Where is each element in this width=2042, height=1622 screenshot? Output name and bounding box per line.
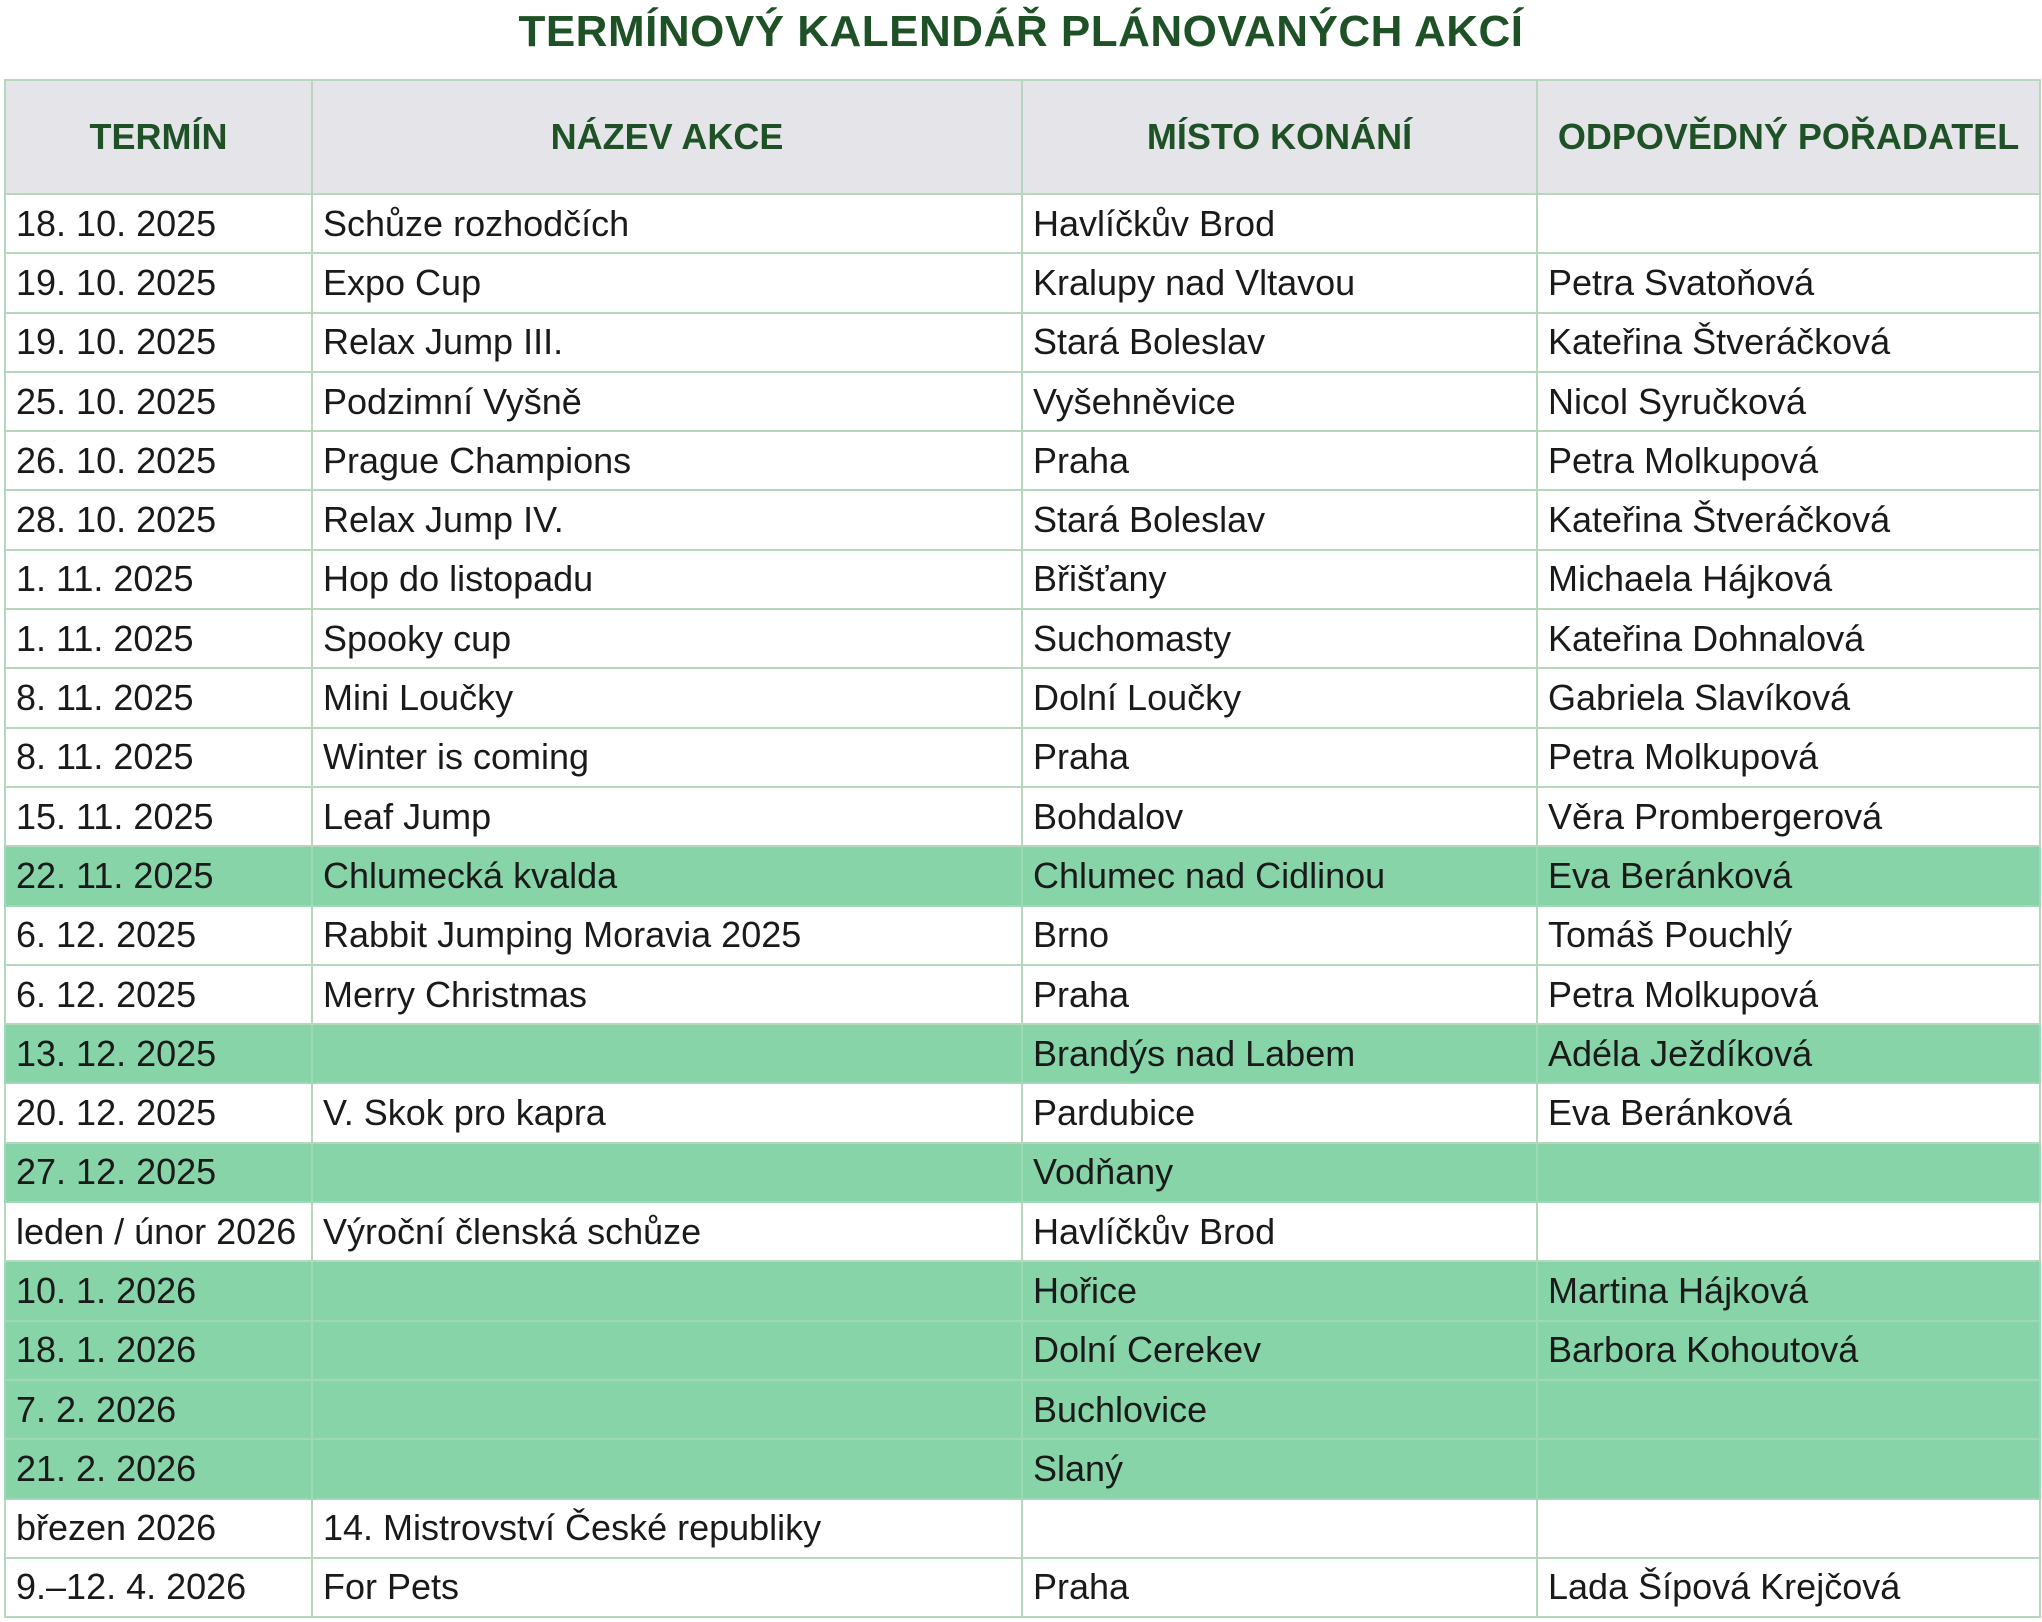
cell-venue: Hořice [1022, 1261, 1537, 1320]
cell-event-name: Mini Loučky [312, 668, 1022, 727]
cell-venue: Stará Boleslav [1022, 490, 1537, 549]
cell-venue: Praha [1022, 728, 1537, 787]
table-body [5, 194, 2040, 1617]
cell-organizer: Věra Prombergerová [1537, 787, 2040, 846]
cell-date: 6. 12. 2025 [5, 965, 312, 1024]
cell-event-name [312, 1380, 1022, 1439]
table-row [5, 1261, 2040, 1320]
cell-event-name [312, 1321, 1022, 1380]
cell-date: 19. 10. 2025 [5, 253, 312, 312]
cell-venue: Bohdalov [1022, 787, 1537, 846]
cell-organizer: Kateřina Štveráčková [1537, 490, 2040, 549]
cell-organizer: Kateřina Dohnalová [1537, 609, 2040, 668]
cell-event-name: Merry Christmas [312, 965, 1022, 1024]
table-row [5, 1024, 2040, 1083]
table-row [5, 490, 2040, 549]
cell-organizer: Gabriela Slavíková [1537, 668, 2040, 727]
cell-organizer [1537, 1380, 2040, 1439]
cell-date: 21. 2. 2026 [5, 1439, 312, 1498]
cell-organizer: Michaela Hájková [1537, 550, 2040, 609]
cell-venue: Havlíčkův Brod [1022, 194, 1537, 253]
cell-date: 26. 10. 2025 [5, 431, 312, 490]
cell-date: 20. 12. 2025 [5, 1083, 312, 1142]
cell-venue: Buchlovice [1022, 1380, 1537, 1439]
cell-event-name: Spooky cup [312, 609, 1022, 668]
cell-date: 15. 11. 2025 [5, 787, 312, 846]
cell-date: 18. 1. 2026 [5, 1321, 312, 1380]
cell-organizer [1537, 1439, 2040, 1498]
table-row [5, 313, 2040, 372]
cell-date: 1. 11. 2025 [5, 609, 312, 668]
cell-date: 18. 10. 2025 [5, 194, 312, 253]
cell-event-name: V. Skok pro kapra [312, 1083, 1022, 1142]
cell-event-name: Chlumecká kvalda [312, 846, 1022, 905]
cell-venue: Dolní Loučky [1022, 668, 1537, 727]
table-row [5, 609, 2040, 668]
cell-organizer: Eva Beránková [1537, 846, 2040, 905]
table-row [5, 846, 2040, 905]
cell-organizer: Tomáš Pouchlý [1537, 906, 2040, 965]
cell-event-name: Relax Jump III. [312, 313, 1022, 372]
table-row [5, 1439, 2040, 1498]
cell-event-name: For Pets [312, 1558, 1022, 1617]
cell-venue: Praha [1022, 965, 1537, 1024]
cell-venue: Brandýs nad Labem [1022, 1024, 1537, 1083]
cell-event-name: Relax Jump IV. [312, 490, 1022, 549]
cell-event-name: Winter is coming [312, 728, 1022, 787]
cell-organizer: Petra Molkupová [1537, 728, 2040, 787]
cell-organizer: Nicol Syručková [1537, 372, 2040, 431]
cell-organizer: Adéla Ježdíková [1537, 1024, 2040, 1083]
table-row [5, 668, 2040, 727]
cell-venue: Suchomasty [1022, 609, 1537, 668]
column-header-event-name: NÁZEV AKCE [312, 80, 1022, 194]
cell-venue: Chlumec nad Cidlinou [1022, 846, 1537, 905]
column-header-venue: MÍSTO KONÁNÍ [1022, 80, 1537, 194]
cell-date: 1. 11. 2025 [5, 550, 312, 609]
cell-date: 8. 11. 2025 [5, 728, 312, 787]
page-title: TERMÍNOVÝ KALENDÁŘ PLÁNOVANÝCH AKCÍ [518, 7, 1524, 56]
cell-venue: Dolní Cerekev [1022, 1321, 1537, 1380]
cell-date: 19. 10. 2025 [5, 313, 312, 372]
cell-organizer: Petra Molkupová [1537, 431, 2040, 490]
cell-date: březen 2026 [5, 1499, 312, 1558]
cell-organizer [1537, 1143, 2040, 1202]
cell-date: 25. 10. 2025 [5, 372, 312, 431]
cell-organizer: Eva Beránková [1537, 1083, 2040, 1142]
cell-venue: Brno [1022, 906, 1537, 965]
cell-venue: Stará Boleslav [1022, 313, 1537, 372]
cell-venue: Slaný [1022, 1439, 1537, 1498]
header-row [5, 80, 2040, 194]
table-row [5, 431, 2040, 490]
cell-event-name: Výroční členská schůze [312, 1202, 1022, 1261]
table-row [5, 1143, 2040, 1202]
cell-organizer: Petra Molkupová [1537, 965, 2040, 1024]
cell-date: 10. 1. 2026 [5, 1261, 312, 1320]
table-row [5, 965, 2040, 1024]
table-row [5, 194, 2040, 253]
table-row [5, 1380, 2040, 1439]
table-row [5, 372, 2040, 431]
cell-date: 6. 12. 2025 [5, 906, 312, 965]
cell-event-name [312, 1261, 1022, 1320]
cell-organizer: Barbora Kohoutová [1537, 1321, 2040, 1380]
cell-event-name: 14. Mistrovství České republiky [312, 1499, 1022, 1558]
cell-organizer: Petra Svatoňová [1537, 253, 2040, 312]
cell-venue: Pardubice [1022, 1083, 1537, 1142]
cell-venue: Praha [1022, 431, 1537, 490]
table-row [5, 1321, 2040, 1380]
cell-event-name: Schůze rozhodčích [312, 194, 1022, 253]
table-row [5, 787, 2040, 846]
cell-date: leden / únor 2026 [5, 1202, 312, 1261]
cell-venue: Havlíčkův Brod [1022, 1202, 1537, 1261]
cell-date: 27. 12. 2025 [5, 1143, 312, 1202]
cell-event-name [312, 1439, 1022, 1498]
cell-date: 22. 11. 2025 [5, 846, 312, 905]
cell-venue: Vodňany [1022, 1143, 1537, 1202]
events-calendar-table [4, 79, 2041, 1618]
cell-event-name [312, 1024, 1022, 1083]
cell-date: 8. 11. 2025 [5, 668, 312, 727]
cell-event-name [312, 1143, 1022, 1202]
cell-event-name: Prague Champions [312, 431, 1022, 490]
table-header [5, 80, 2040, 194]
cell-event-name: Rabbit Jumping Moravia 2025 [312, 906, 1022, 965]
table-row [5, 906, 2040, 965]
cell-organizer [1537, 1202, 2040, 1261]
cell-venue: Vyšehněvice [1022, 372, 1537, 431]
table-row [5, 1202, 2040, 1261]
table-row [5, 728, 2040, 787]
column-header-date: TERMÍN [5, 80, 312, 194]
cell-venue [1022, 1499, 1537, 1558]
cell-date: 7. 2. 2026 [5, 1380, 312, 1439]
table-row [5, 253, 2040, 312]
cell-event-name: Leaf Jump [312, 787, 1022, 846]
table-row [5, 550, 2040, 609]
table-row [5, 1083, 2040, 1142]
cell-organizer [1537, 1499, 2040, 1558]
cell-venue: Břišťany [1022, 550, 1537, 609]
table-row [5, 1499, 2040, 1558]
cell-date: 28. 10. 2025 [5, 490, 312, 549]
column-header-organizer: ODPOVĚDNÝ POŘADATEL [1537, 80, 2040, 194]
cell-venue: Praha [1022, 1558, 1537, 1617]
cell-event-name: Expo Cup [312, 253, 1022, 312]
cell-organizer: Lada Šípová Krejčová [1537, 1558, 2040, 1617]
cell-organizer [1537, 194, 2040, 253]
cell-organizer: Kateřina Štveráčková [1537, 313, 2040, 372]
table-row [5, 1558, 2040, 1617]
cell-date: 13. 12. 2025 [5, 1024, 312, 1083]
cell-event-name: Hop do listopadu [312, 550, 1022, 609]
cell-date: 9.–12. 4. 2026 [5, 1558, 312, 1617]
cell-organizer: Martina Hájková [1537, 1261, 2040, 1320]
cell-event-name: Podzimní Vyšně [312, 372, 1022, 431]
cell-venue: Kralupy nad Vltavou [1022, 253, 1537, 312]
